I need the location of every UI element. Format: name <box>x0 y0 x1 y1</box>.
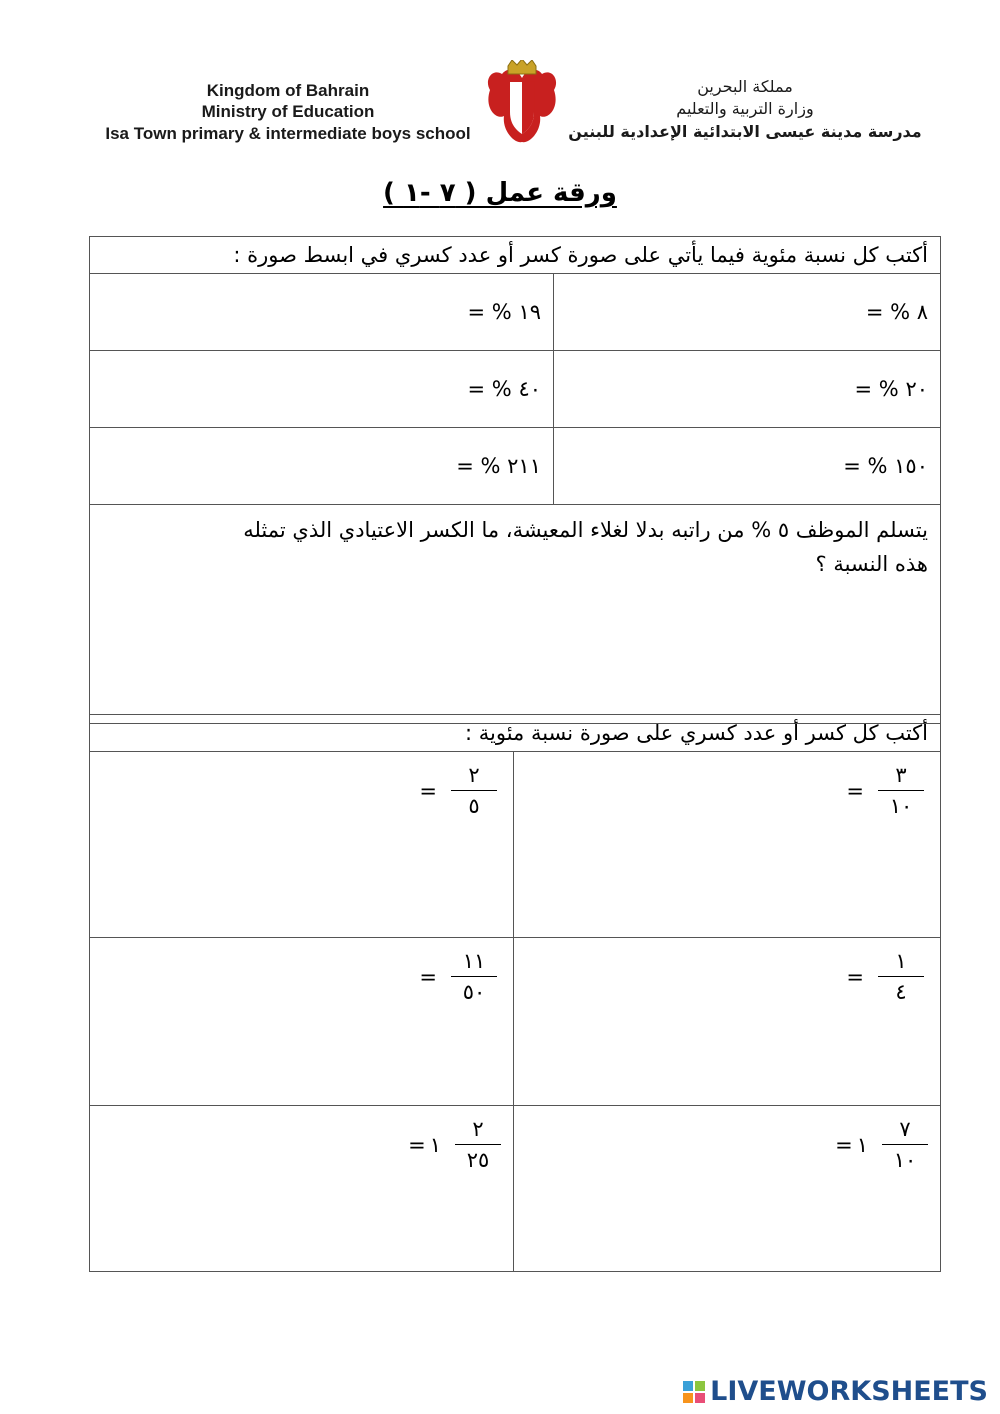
table-row <box>90 938 941 1106</box>
bahrain-emblem-icon <box>482 60 562 150</box>
header-ar-line2: وزارة التربية والتعليم <box>676 99 814 118</box>
numerator: ٢ <box>472 1117 484 1141</box>
header-en-line2: Ministry of Education <box>201 102 375 121</box>
equals-sign: = <box>419 964 437 989</box>
fraction <box>878 946 924 1007</box>
fraction <box>882 1114 928 1175</box>
section1-instruction: أكتب كل نسبة مئوية فيما يأتي على صورة كسر أو عدد كسري في ابسط صورة : <box>90 237 941 274</box>
word-problem-line1: يتسلم الموظف ٥ % من راتبه بدلا لغلاء المعيشة، ما الكسر الاعتيادي الذي تمثله <box>243 518 928 542</box>
liveworksheets-logo-icon <box>682 1380 706 1404</box>
denominator: ٥٠ <box>462 980 486 1004</box>
percent-cell[interactable]: ١٥٠ % = <box>554 428 941 505</box>
header-en-line3: Isa Town primary & intermediate boys school <box>105 124 471 143</box>
worksheet-table <box>89 236 941 724</box>
percent-cell[interactable]: ٢١١ % = <box>90 428 554 505</box>
header-en-line1: Kingdom of Bahrain <box>206 81 370 100</box>
fraction-cell[interactable] <box>514 938 941 1106</box>
equals-sign: = <box>835 1132 853 1157</box>
fraction <box>455 1114 501 1175</box>
denominator: ١٠ <box>889 794 913 818</box>
fraction-table <box>89 714 941 1272</box>
liveworksheets-brand: LIVEWORKSHEETS <box>710 1376 988 1407</box>
table-row <box>90 1106 941 1272</box>
numerator: ٧ <box>899 1117 911 1141</box>
numerator: ٣ <box>895 763 907 787</box>
equals-sign: = <box>408 1132 426 1157</box>
fraction-cell[interactable] <box>90 938 514 1106</box>
denominator: ٤ <box>895 980 907 1004</box>
header-english <box>88 80 488 146</box>
fraction-cell[interactable] <box>90 1106 514 1272</box>
header-arabic <box>560 76 930 144</box>
whole-number: ١ <box>856 1132 868 1157</box>
numerator: ١ <box>895 949 907 973</box>
denominator: ٢٥ <box>466 1148 490 1172</box>
percent-cell[interactable]: ٨ % = <box>554 274 941 351</box>
header-ar-line1: مملكة البحرين <box>697 77 793 96</box>
table-row <box>90 351 941 428</box>
equals-sign: = <box>846 778 864 803</box>
worksheet-title: ورقة عمل ( ٧ -١ ) <box>383 178 617 208</box>
fraction-cell[interactable] <box>514 1106 941 1272</box>
table-row <box>90 274 941 351</box>
equals-sign: = <box>846 964 864 989</box>
percent-cell[interactable]: ٤٠ % = <box>90 351 554 428</box>
denominator: ١٠ <box>893 1148 917 1172</box>
denominator: ٥ <box>468 794 480 818</box>
table-row <box>90 752 941 938</box>
word-problem-line2: هذه النسبة ؟ <box>815 552 928 576</box>
equals-sign: = <box>419 778 437 803</box>
percent-cell[interactable]: ١٩ % = <box>90 274 554 351</box>
fraction <box>878 760 924 821</box>
word-problem-cell[interactable] <box>90 505 941 724</box>
fraction <box>451 946 497 1007</box>
section2-instruction: أكتب كل كسر أو عدد كسري على صورة نسبة مئوية : <box>90 715 941 752</box>
whole-number: ١ <box>429 1132 441 1157</box>
fraction-cell[interactable] <box>90 752 514 938</box>
fraction <box>451 760 497 821</box>
header-ar-line3: مدرسة مدينة عيسى الابتدائية الإعدادية للبنين <box>568 122 922 141</box>
numerator: ١١ <box>462 949 486 973</box>
liveworksheets-footer[interactable] <box>682 1376 988 1407</box>
fraction-cell[interactable] <box>514 752 941 938</box>
table-row <box>90 428 941 505</box>
percent-cell[interactable]: ٢٠ % = <box>554 351 941 428</box>
numerator: ٢ <box>468 763 480 787</box>
